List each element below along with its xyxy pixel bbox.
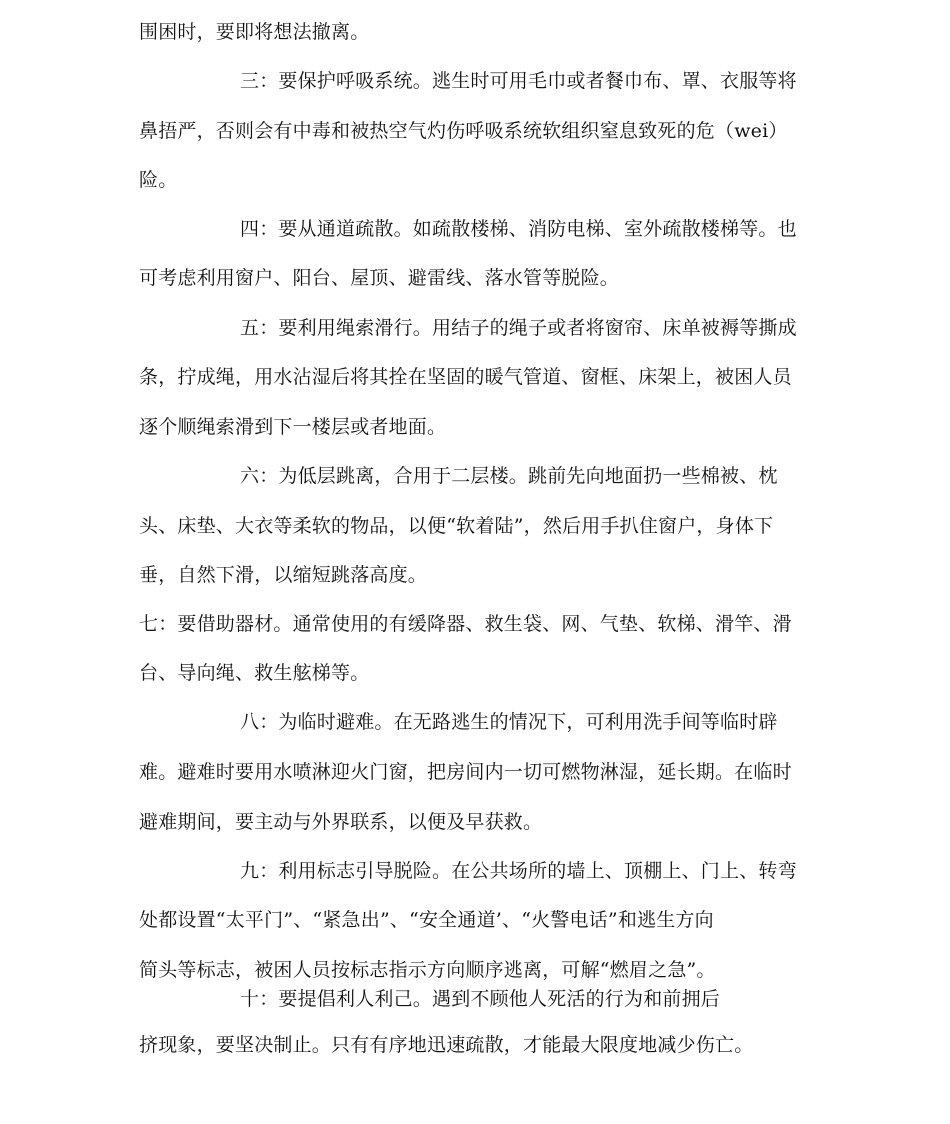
text-line: 挤现象，要坚决制止。只有有序地迅速疏散，才能最大限度地减少伤亡。 (139, 1034, 754, 1056)
text-line: 三：要保护呼吸系统。逃生时可用毛巾或者餐巾布、罩、衣服等将 (240, 70, 797, 92)
text-line: 五：要利用绳索滑行。用结子的绳子或者将窗帘、床单被褥等撕成 (240, 317, 797, 339)
text-line: 四：要从通道疏散。如疏散楼梯、消防电梯、室外疏散楼梯等。也 (240, 218, 797, 240)
text-line: 八：为临时避难。在无路逃生的情况下，可利用洗手间等临时辟 (240, 711, 778, 733)
text-line: 逐个顺绳索滑到下一楼层或者地面。 (139, 416, 447, 438)
text-line: 围困时，要即将想法撤离。 (139, 21, 370, 43)
text-line: 处都设置“太平门”、“紧急出”、“安全通道’、“火警电话”和逃生方向 (139, 909, 714, 931)
text-line: 可考虑利用窗户、阳台、屋顶、避雷线、落水管等脱险。 (139, 267, 620, 289)
text-line: 台、导向绳、救生舷梯等。 (139, 662, 370, 684)
text-line: 六：为低层跳离，合用于二层楼。跳前先向地面扔一些棉被、枕 (240, 465, 778, 487)
text-line: 九：利用标志引导脱险。在公共场所的墙上、顶棚上、门上、转弯 (240, 860, 797, 882)
text-line: 鼻捂严，否则会有中毒和被热空气灼伤呼吸系统软组织窒息致死的危（wei） (139, 120, 788, 142)
text-line: 十：要提倡利人利己。遇到不顾他人死活的行为和前拥后 (240, 988, 721, 1010)
text-line: 险。 (139, 169, 178, 191)
text-line: 简头等标志，被困人员按标志指示方向顺序逃离，可解“燃眉之急”。 (139, 959, 716, 981)
text-line: 垂，自然下滑，以缩短跳落高度。 (139, 564, 428, 586)
text-line: 头、床垫、大衣等柔软的物品，以便“软着陆”，然后用手扒住窗户，身体下 (139, 515, 774, 537)
text-line: 条，拧成绳，用水沾湿后将其拴在坚固的暖气管道、窗框、床架上，被困人员 (139, 366, 792, 388)
text-line: 难。避难时要用水喷淋迎火门窗，把房间内一切可燃物淋湿，延长期。在临时 (139, 761, 792, 783)
text-line: 七：要借助器材。通常使用的有缓降器、救生袋、网、气垫、软梯、滑竿、滑 (139, 613, 792, 635)
text-line: 避难期间，要主动与外界联系，以便及早获救。 (139, 811, 543, 833)
